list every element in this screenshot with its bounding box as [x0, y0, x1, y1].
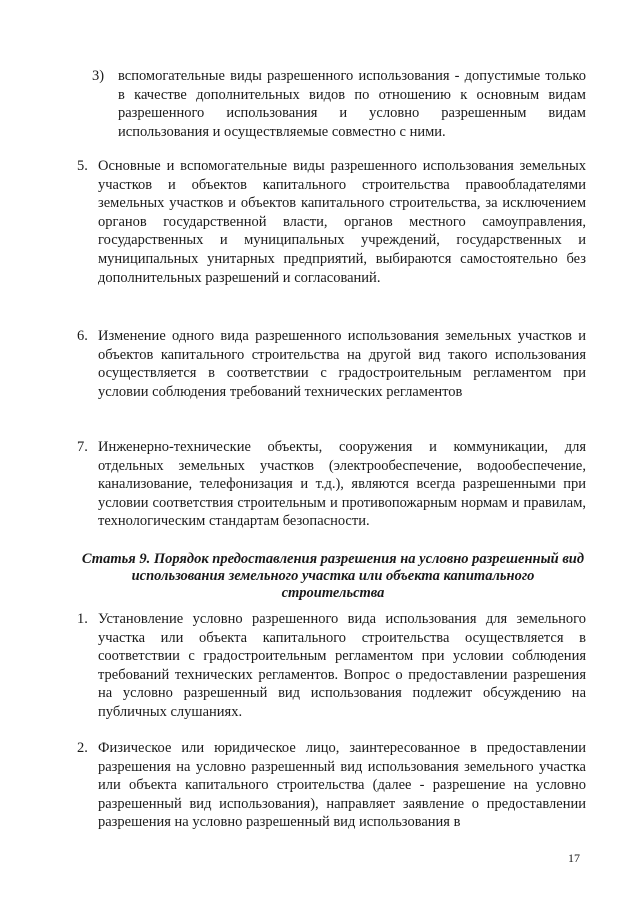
- item-text: Изменение одного вида разрешенного использования земельных участков и объектов капитального строительства на другой вид такого использования осуществляется в соответствии с градостроительным регламентом при условии соблюдения требований технических регламентов: [98, 328, 586, 400]
- item-text: Инженерно-технические объекты, сооружения и коммуникации, для отдельных земельных участков (электрообеспечение, водообеспечение, канализование, телефонизация и т.д.), являются всегда разрешенными при условии соответствия строительным и противопожарным нормам и правилам, технологическим стандартам безопасности.: [98, 439, 586, 530]
- item-number: 3): [92, 68, 105, 84]
- page-number: 17: [568, 851, 580, 865]
- list-item-sub-3: [92, 67, 586, 141]
- list-item-6: [77, 327, 586, 401]
- item-number: 6.: [77, 328, 88, 344]
- item-text: вспомогательные виды разрешенного использования - допустимые только в качестве дополнительных видов по отношению к основным видам разрешенного использования и условно разрешенным видам использования и осуществляемые совместно с ними.: [118, 68, 586, 140]
- item-text: Установление условно разрешенного вида использования для земельного участка или объекта капитального строительства осуществляется в соответствии с градостроительным регламентом при условии соблюдения требований технических регламентов. Вопрос о предоставлении разрешения на условно разрешенный вид использования подлежит обсуждению на публичных слушаниях.: [98, 611, 586, 720]
- article-item-1: [77, 610, 586, 722]
- item-text: Физическое или юридическое лицо, заинтересованное в предоставлении разрешения на условно разрешенный вид использования земельного участка или объекта капитального строительства (далее - разрешение на условно разрешенный вид использования), направляет заявление о предоставлении разрешения на условно разрешенный вид использования в: [98, 740, 586, 831]
- item-number: 7.: [77, 439, 88, 455]
- article-heading: Статья 9. Порядок предоставления разрешения на условно разрешенный вид использования земельного участка или объекта капитального строительства: [81, 551, 585, 601]
- list-item-5: [77, 157, 586, 287]
- item-number: 1.: [77, 611, 88, 627]
- item-number: 2.: [77, 740, 88, 756]
- item-number: 5.: [77, 158, 88, 174]
- item-text: Основные и вспомогательные виды разрешенного использования земельных участков и объектов капитального строительства правообладателями земельных участков и объектов капитального строительства, за исключением органов государственной власти, органов местного самоуправления, государственных и муниципальных учреждений, государственных и муниципальных унитарных предприятий, выбираются самостоятельно без дополнительных разрешений и согласований.: [98, 158, 586, 286]
- list-item-7: [77, 438, 586, 531]
- article-item-2: [77, 739, 586, 832]
